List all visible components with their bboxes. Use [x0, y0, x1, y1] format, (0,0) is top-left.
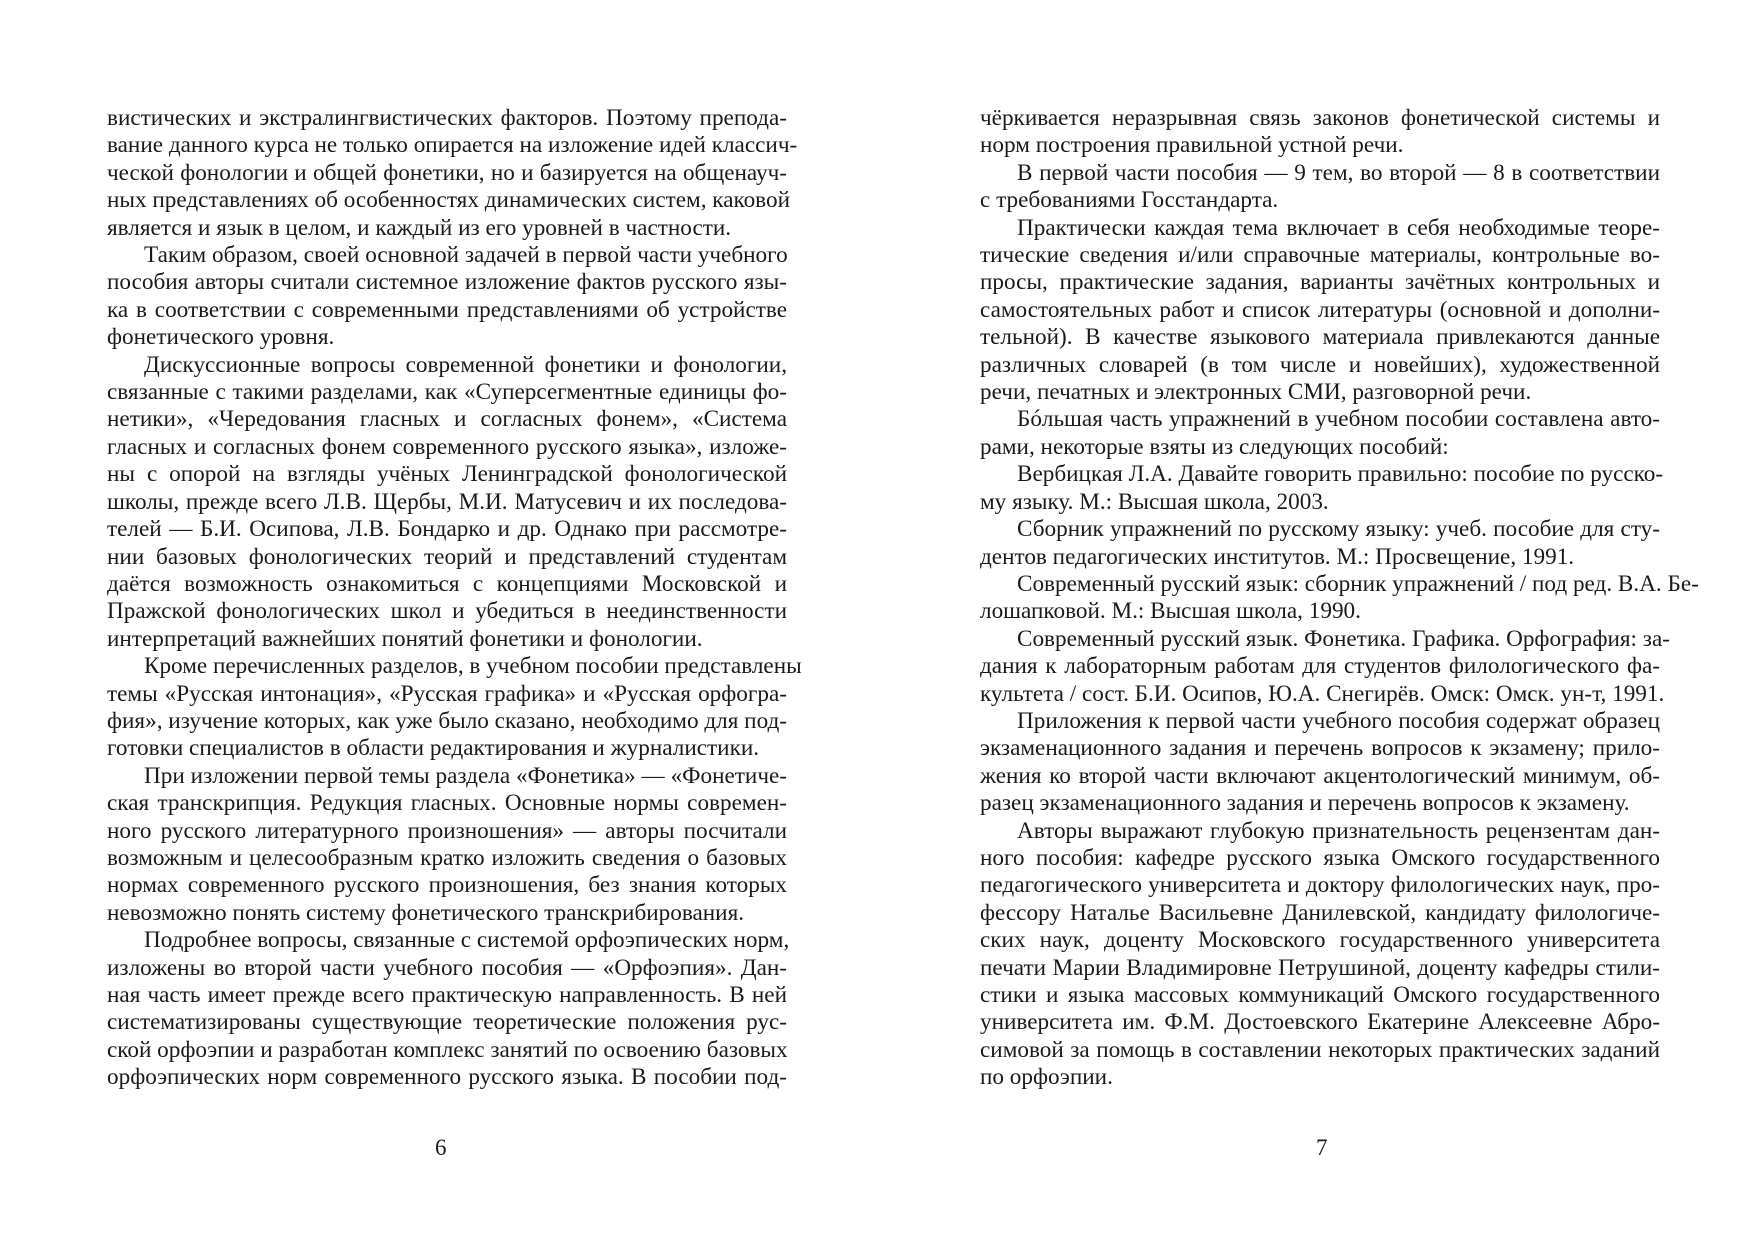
- text-line: Подробнее вопросы, связанные с системой орфоэпических норм,: [144, 927, 790, 954]
- text-line: вистических и экстралингвистических факторов. Поэтому препода-: [107, 105, 787, 131]
- text-line: изложены во второй части учебного пособия — «Орфоэпия». Дан-: [107, 954, 787, 981]
- text-line: культета / сост. Б.И. Осипов, Ю.А. Снегирёв. Омск: Омск. ун-т, 1991.: [980, 680, 1665, 707]
- text-line: темы «Русская интонация», «Русская графика» и «Русская орфогра-: [107, 680, 787, 707]
- text-line: фессору Наталье Васильевне Данилевской, кандидату филологиче-: [980, 899, 1660, 926]
- text-line: Кроме перечисленных разделов, в учебном пособии представлены: [144, 653, 802, 680]
- right-page-number: 7: [1316, 1135, 1328, 1160]
- text-line: даётся возможность ознакомиться с концепциями Московской и: [107, 570, 787, 597]
- text-line: университета им. Ф.М. Достоевского Екатерине Алексеевне Абро-: [980, 1009, 1660, 1036]
- text-line: му языку. М.: Высшая школа, 2003.: [980, 488, 1329, 515]
- paragraph: [107, 352, 787, 653]
- text-line: дентов педагогических институтов. М.: Просвещение, 1991.: [980, 543, 1575, 570]
- text-line: Пражской фонологических школ и убедиться в неединственности: [107, 598, 787, 625]
- text-line: ка в соответствии с современными представлениями об устройстве: [107, 296, 787, 323]
- text-line: фия», изучение которых, как уже было сказано, необходимо для под-: [107, 707, 788, 734]
- text-line: дания к лабораторным работам для студентов филологического фа-: [980, 653, 1660, 680]
- paragraph: [980, 105, 1660, 160]
- paragraph: [980, 215, 1660, 407]
- text-line: ного русского литературного произношения» — авторы посчитали: [107, 817, 787, 844]
- text-line: ская транскрипция. Редукция гласных. Основные нормы современ-: [107, 790, 787, 817]
- text-line: пособия авторы считали системное изложение фактов русского язы-: [107, 269, 787, 296]
- text-line: Современный русский язык. Фонетика. Графика. Орфография: за-: [1017, 625, 1670, 652]
- text-line: нии базовых фонологических теорий и представлений студентам: [107, 543, 787, 570]
- paragraph: [107, 927, 790, 1091]
- text-line: систематизированы существующие теоретические положения рус-: [107, 1009, 787, 1036]
- text-line: ческой фонологии и общей фонетики, но и базируется на общенауч-: [107, 159, 787, 186]
- text-line: орфоэпических норм современного русского языка. В пособии под-: [107, 1064, 787, 1091]
- text-line: телей — Б.И. Осипова, Л.В. Бондарко и др. Однако при рассмотре-: [107, 516, 787, 543]
- paragraph: [107, 105, 798, 242]
- paragraph: [980, 708, 1660, 818]
- text-line: тельной). В качестве языкового материала привлекаются данные: [980, 324, 1660, 351]
- paragraph: [980, 461, 1664, 516]
- paragraph: [980, 570, 1699, 626]
- text-line: ных представлениях об особенностях динамических систем, каковой: [107, 187, 790, 214]
- text-line: жения ко второй части включают акцентологический минимум, об-: [980, 762, 1660, 789]
- text-line: Практически каждая тема включает в себя необходимые теоре-: [1017, 214, 1660, 241]
- text-line: Таким образом, своей основной задачей в первой части учебного: [144, 242, 788, 269]
- text-line: симовой за помощь в составлении некоторых практических заданий: [980, 1036, 1660, 1063]
- paragraph: [980, 625, 1670, 708]
- text-line: школы, прежде всего Л.В. Щербы, М.И. Матусевич и их последова-: [107, 488, 787, 515]
- text-line: нетики», «Чередования гласных и согласных фонем», «Система: [107, 406, 787, 433]
- text-line: Вербицкая Л.А. Давайте говорить правильно: пособие по русско-: [1017, 461, 1664, 488]
- paragraph: [980, 516, 1660, 571]
- text-line: готовки специалистов в области редактирования и журналистики.: [107, 735, 760, 762]
- text-line: ная часть имеет прежде всего практическую направленность. В ней: [107, 982, 787, 1008]
- paragraph: [980, 160, 1660, 215]
- paragraph: [980, 818, 1660, 1092]
- paragraph: [107, 653, 802, 763]
- text-line: Дискуссионные вопросы современной фонетики и фонологии,: [144, 351, 787, 378]
- text-line: экзаменационного задания и перечень вопросов к экзамену; прило-: [980, 735, 1660, 762]
- text-line: лошапковой. М.: Высшая школа, 1990.: [980, 598, 1361, 625]
- text-line: ного пособия: кафедре русского языка Омского государственного: [980, 844, 1660, 871]
- left-page-number: 6: [435, 1135, 447, 1160]
- text-line: Приложения к первой части учебного пособия содержат образец: [1017, 707, 1660, 734]
- paragraph: [980, 406, 1660, 461]
- text-line: ской орфоэпии и разработан комплекс занятий по освоению базовых: [107, 1036, 788, 1063]
- paragraph: [107, 242, 787, 352]
- text-line: по орфоэпии.: [980, 1064, 1113, 1091]
- text-line: чёркивается неразрывная связь законов фонетической системы и: [980, 105, 1660, 131]
- text-line: ны с опорой на взгляды учёных Ленинградской фонологической: [107, 461, 787, 488]
- text-line: норм построения правильной устной речи.: [980, 132, 1404, 159]
- text-line: нормах современного русского произношения, без знания которых: [107, 872, 787, 899]
- text-line: невозможно понять систему фонетического транскрибирования.: [107, 899, 745, 926]
- text-line: вание данного курса не только опирается на изложение идей классич-: [107, 132, 798, 159]
- text-line: Современный русский язык: сборник упражнений / под ред. В.А. Бе-: [1017, 570, 1699, 597]
- text-line: гласных и согласных фонем современного русского языка», изложе-: [107, 433, 787, 460]
- text-line: разец экзаменационного задания и перечень вопросов к экзамену.: [980, 790, 1630, 817]
- left-page: [0, 0, 874, 1241]
- text-line: ских наук, доценту Московского государственного университета: [980, 927, 1660, 954]
- left-page-text: [107, 105, 802, 1092]
- right-page-text: [980, 105, 1699, 1092]
- text-line: Бóльшая часть упражнений в учебном пособии составлена авто-: [1017, 406, 1660, 433]
- text-line: различных словарей (в том числе и новейших), художественной: [980, 351, 1660, 378]
- text-line: Сборник упражнений по русскому языку: учеб. пособие для сту-: [1017, 516, 1660, 543]
- text-line: В первой части пособия — 9 тем, во второй — 8 в соответствии: [1017, 159, 1660, 186]
- text-line: с требованиями Госстандарта.: [980, 187, 1279, 214]
- text-line: является и язык в целом, и каждый из его уровней в частности.: [107, 214, 732, 241]
- text-line: фонетического уровня.: [107, 324, 335, 351]
- text-line: возможным и целесообразным кратко изложить сведения о базовых: [107, 844, 787, 871]
- text-line: речи, печатных и электронных СМИ, разговорной речи.: [980, 379, 1532, 406]
- text-line: рами, некоторые взяты из следующих пособий:: [980, 433, 1449, 460]
- text-line: интерпретаций важнейших понятий фонетики и фонологии.: [107, 625, 703, 652]
- paragraph: [107, 763, 787, 927]
- right-page: [875, 0, 1749, 1241]
- text-line: Авторы выражают глубокую признательность рецензентам дан-: [1017, 817, 1660, 844]
- text-line: просы, практические задания, варианты зачётных контрольных и: [980, 269, 1660, 296]
- text-line: стики и языка массовых коммуникаций Омского государственного: [980, 982, 1660, 1008]
- text-line: тические сведения и/или справочные материалы, контрольные во-: [980, 242, 1660, 269]
- text-line: педагогического университета и доктору филологических наук, про-: [980, 872, 1660, 899]
- text-line: самостоятельных работ и список литературы (основной и дополни-: [980, 296, 1660, 323]
- text-line: При изложении первой темы раздела «Фонетика» — «Фонетиче-: [144, 762, 787, 789]
- text-line: связанные с такими разделами, как «Суперсегментные единицы фо-: [107, 379, 787, 406]
- text-line: печати Марии Владимировне Петрушиной, доценту кафедры стили-: [980, 954, 1660, 981]
